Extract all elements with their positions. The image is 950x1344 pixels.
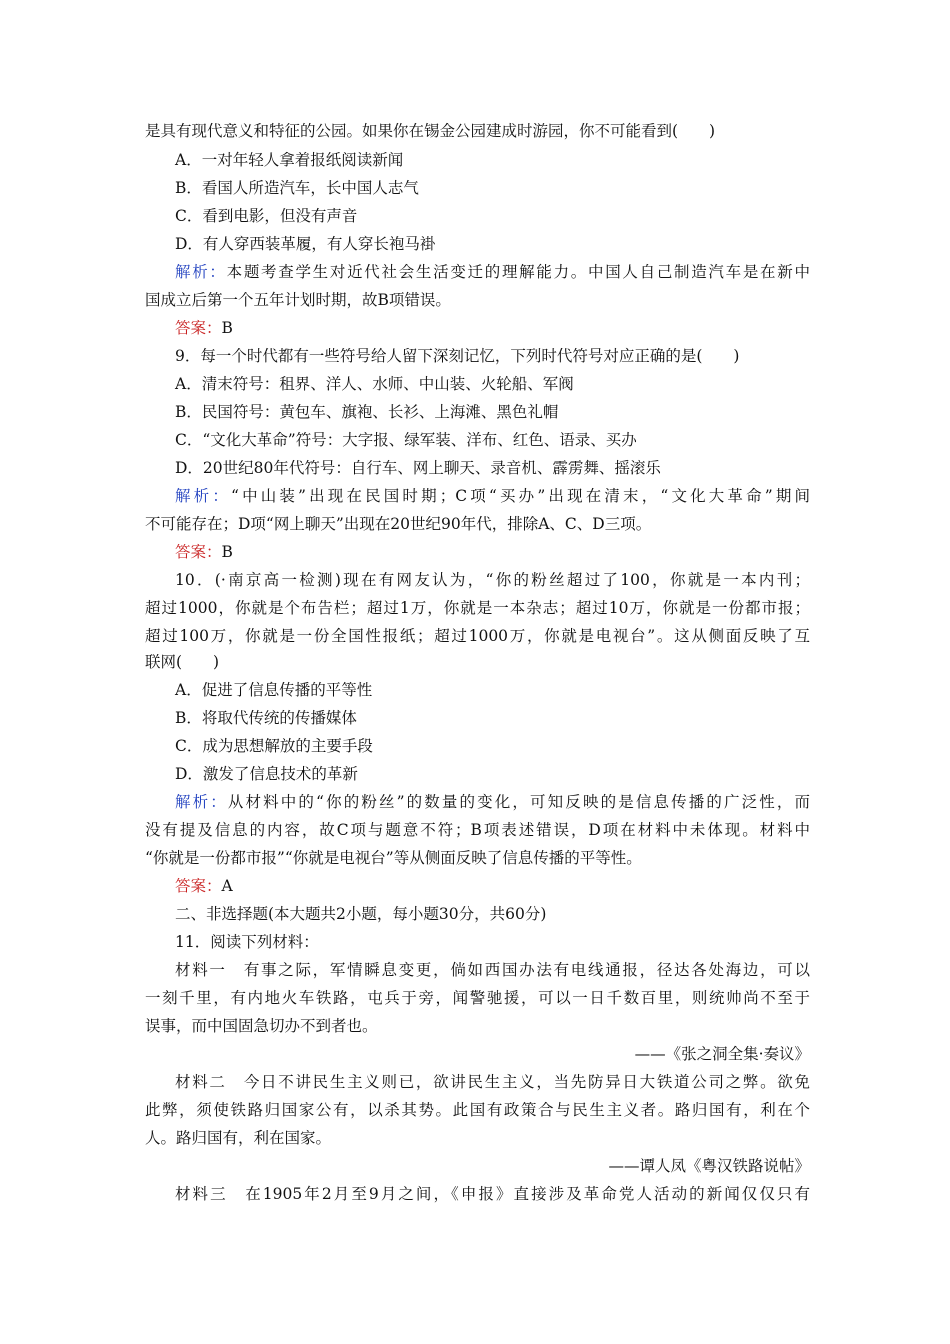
answer-label: 答案： (175, 319, 222, 337)
q8-option-b: B．看国人所造汽车，长中国人志气 (175, 179, 419, 197)
q8-analysis-line-1 (175, 262, 810, 282)
q10-analysis-line-2: 没有提及信息的内容，故C项与题意不符；B项表述错误，D项在材料中未体现。材料中 (145, 821, 810, 839)
answer-value: A (221, 877, 233, 895)
q10-analysis-line-1 (175, 792, 810, 812)
q9-analysis-line-1 (175, 486, 810, 506)
q11-material-1-source: ——《张之洞全集·奏议》 (634, 1045, 810, 1063)
section-2-heading: 二、非选择题(本大题共2小题，每小题30分，共60分) (175, 905, 547, 923)
q11-material-2-source: ——谭人凤《粤汉铁路说帖》 (608, 1157, 810, 1175)
answer-value: B (221, 543, 233, 561)
answer-value: B (221, 319, 233, 337)
q11-material-3-line-1: 材料三 在1905年2月至9月之间，《申报》直接涉及革命党人活动的新闻仅仅只有 (175, 1185, 810, 1203)
analysis-text: 从材料中的“你的粉丝”的数量的变化，可知反映的是信息传播的广泛性，而 (227, 793, 810, 811)
analysis-text: “中山装”出现在民国时期；C项“买办”出现在清末，“文化大革命”期间 (230, 487, 810, 505)
q8-option-a: A．一对年轻人拿着报纸阅读新闻 (175, 151, 404, 169)
q10-stem-line-1: 10．(·南京高一检测)现在有网友认为，“你的粉丝超过了100，你就是一本内刊； (175, 571, 810, 589)
q11-material-2-line-1: 材料二 今日不讲民生主义则已，欲讲民生主义，当先防异日大铁道公司之弊。欲免 (175, 1073, 810, 1091)
q11-material-1-line-3: 误事，而中国固急切办不到者也。 (145, 1017, 378, 1035)
q9-answer (175, 542, 810, 562)
q11-stem: 11．阅读下列材料： (175, 933, 319, 951)
q9-option-d: D．20世纪80年代符号：自行车、网上聊天、录音机、霹雳舞、摇滚乐 (175, 459, 661, 477)
q9-option-c: C．“文化大革命”符号：大字报、绿军装、洋布、红色、语录、买办 (175, 431, 637, 449)
q10-stem-line-3: 超过100万，你就是一份全国性报纸；超过1000万，你就是电视台”。这从侧面反映了互 (145, 627, 810, 645)
q9-option-a: A．清末符号：租界、洋人、水师、中山装、火轮船、军阀 (175, 375, 574, 393)
q9-analysis-line-2: 不可能存在；D项“网上聊天”出现在20世纪90年代，排除A、C、D三项。 (145, 515, 652, 533)
q10-stem-line-2: 超过1000，你就是个布告栏；超过1万，你就是一本杂志；超过10万，你就是一份都市报； (145, 599, 810, 617)
q10-option-a: A．促进了信息传播的平等性 (175, 681, 373, 699)
q8-analysis-line-2: 国成立后第一个五年计划时期，故B项错误。 (145, 291, 451, 309)
q10-option-c: C．成为思想解放的主要手段 (175, 737, 373, 755)
analysis-text: 本题考查学生对近代社会生活变迁的理解能力。中国人自己制造汽车是在新中 (226, 263, 810, 281)
analysis-label: 解析： (175, 263, 227, 281)
q10-analysis-line-3: “你就是一份都市报”“你就是电视台”等从侧面反映了信息传播的平等性。 (145, 849, 642, 867)
analysis-label: 解析： (175, 487, 231, 505)
q11-material-2-line-3: 人。路归国有，利在国家。 (145, 1129, 332, 1147)
q8-option-c: C．看到电影，但没有声音 (175, 207, 358, 225)
q10-answer (175, 876, 810, 896)
q11-material-1-line-1: 材料一 有事之际，军情瞬息变更，倘如西国办法有电线通报，径达各处海边，可以 (175, 961, 810, 979)
q11-material-2-line-2: 此弊，须使铁路归国家公有，以杀其势。此国有政策合与民生主义者。路归国有，利在个 (145, 1101, 810, 1119)
q9-stem: 9．每一个时代都有一些符号给人留下深刻记忆，下列时代符号对应正确的是( ) (175, 347, 740, 365)
answer-label: 答案： (175, 543, 222, 561)
answer-label: 答案： (175, 877, 222, 895)
q10-stem-line-4: 联网( ) (145, 653, 220, 671)
q8-option-d: D．有人穿西装革履，有人穿长袍马褂 (175, 235, 436, 253)
q11-material-1-line-2: 一刻千里，有内地火车铁路，屯兵于旁，闻警驰援，可以一日千数百里，则统帅尚不至于 (145, 989, 810, 1007)
q9-option-b: B．民国符号：黄包车、旗袍、长衫、上海滩、黑色礼帽 (175, 403, 559, 421)
q8-stem-tail: 是具有现代意义和特征的公园。如果你在锡金公园建成时游园，你不可能看到( ) (145, 122, 716, 140)
q8-answer (175, 318, 810, 338)
q10-option-d: D．激发了信息技术的革新 (175, 765, 358, 783)
q10-option-b: B．将取代传统的传播媒体 (175, 709, 357, 727)
analysis-label: 解析： (175, 793, 228, 811)
